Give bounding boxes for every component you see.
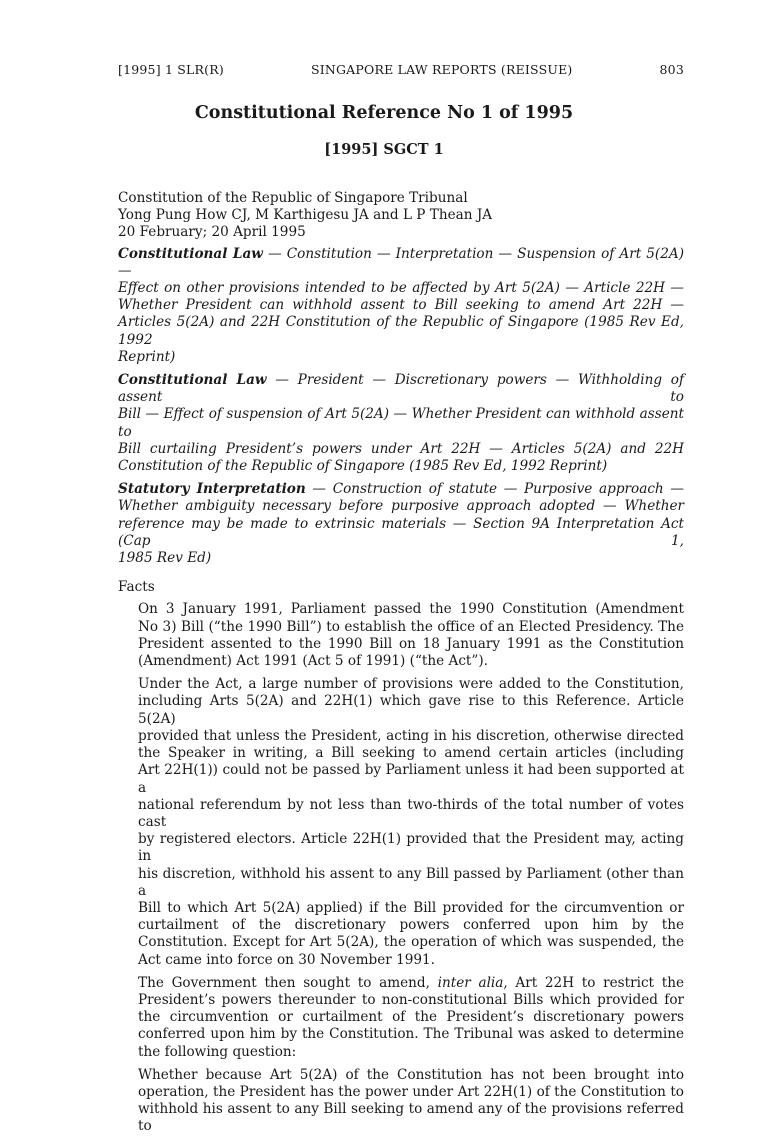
catchword-label: Constitutional Law — [118, 372, 267, 389]
catchword-label: Constitutional Law — [118, 245, 263, 262]
catchword-line: Articles 5(2A) and 22H Constitution of the Republic of Singapore (1985 Rev Ed, 1992 — [118, 314, 684, 348]
catchword-line: Bill curtailing President’s powers under Art 22H — Articles 5(2A) and 22H — [118, 440, 684, 457]
catchword-line: Reprint) — [118, 348, 176, 365]
running-header — [118, 62, 684, 77]
catchword-block-1 — [118, 246, 684, 366]
catchword-line: Effect on other provisions intended to be affected by Art 5(2A) — Article 22H — — [118, 280, 684, 297]
catchword-line: Whether President can withhold assent to Bill seeking to amend Art 22H — — [118, 297, 684, 314]
facts-heading: Facts — [118, 579, 155, 596]
catchword-line: reference may be made to extrinsic materials — Section 9A Interpretation Act (Cap 1, — [118, 515, 684, 549]
case-title: Constitutional Reference No 1 of 1995 — [194, 103, 574, 123]
catchword-line: Statutory Interpretation — Construction of statute — Purposive approach — — [118, 481, 684, 498]
facts-paragraph-3: The Government then sought to amend, inter alia, Art 22H to restrict the President’s powers thereunder to non-constitutional Bills which provided for the circumvention or curtailment of the President’s discretionary powers conferred upon him by the Constitution. The Tribunal was asked to determine the following question: — [138, 974, 684, 1060]
catchword-line: Constitution of the Republic of Singapore (1985 Rev Ed, 1992 Reprint) — [118, 458, 608, 475]
document-body — [118, 190, 684, 1142]
hearing-dates: 20 February; 20 April 1995 — [118, 224, 306, 241]
neutral-citation: [1995] SGCT 1 — [324, 141, 444, 158]
court-name: Constitution of the Republic of Singapore Tribunal — [118, 190, 468, 206]
coram: Yong Pung How CJ, M Karthigesu JA and L P Thean JA — [118, 207, 493, 224]
catchword-line: Constitutional Law — President — Discretionary powers — Withholding of assent to — [118, 372, 684, 406]
catchword-line: Bill — Effect of suspension of Art 5(2A) — Whether President can withhold assent to — [118, 406, 684, 440]
catchword-label: Statutory Interpretation — [118, 481, 306, 498]
facts-paragraph-1: On 3 January 1991, Parliament passed the 1990 Constitution (Amendment No 3) Bill (“the 1990 Bill”) to establish the office of an Elected Presidency. The President assented to the 1990 Bill on 18 January 1991 as the Constitution (Amendment) Act 1991 (Act 5 of 1991) (“the Act”). — [138, 601, 684, 670]
facts-paragraph-2: Under the Act, a large number of provisions were added to the Constitution, including Arts 5(2A) and 22H(1) which gave rise to this Reference. Article 5(2A) provided that unless the President, acting in his discretion, otherwise directed the Speaker in writing, a Bill seeking to amend certain articles (including Art 22H(1)) could not be passed by Parliament unless it had been supported at a national referendum by not less than two-thirds of the total number of votes cast by registered electors. Article 22H(1) provided that the President may, acting in his discretion, withhold his assent to any Bill passed by Parliament (other than a Bill to which Art 5(2A) applied) if the Bill provided for the circumvention or curtailment of the discretionary powers conferred upon him by the Constitution. Except for Art 5(2A), the operation of which was suspended, the Act came into force on 30 November 1991. — [138, 676, 684, 968]
catchword-line: Whether ambiguity necessary before purposive approach adopted — Whether — [118, 498, 684, 515]
catchword-block-3 — [118, 481, 684, 567]
catchword-line: 1985 Rev Ed) — [118, 550, 212, 567]
catchword-line: Constitutional Law — Constitution — Interpretation — Suspension of Art 5(2A) — — [118, 245, 684, 279]
header-citation: [1995] 1 SLR(R) — [118, 62, 224, 77]
header-publication: SINGAPORE LAW REPORTS (REISSUE) — [310, 62, 573, 77]
header-page-number: 803 — [659, 62, 684, 77]
court-info — [118, 190, 684, 242]
catchword-block-2 — [118, 372, 684, 475]
facts-paragraph-4: Whether because Art 5(2A) of the Constitution has not been brought into operation, the President has the power under Art 22H(1) of the Constitution to withhold his assent to any Bill seeking to amend any of the provisions referred to — [138, 1066, 684, 1135]
